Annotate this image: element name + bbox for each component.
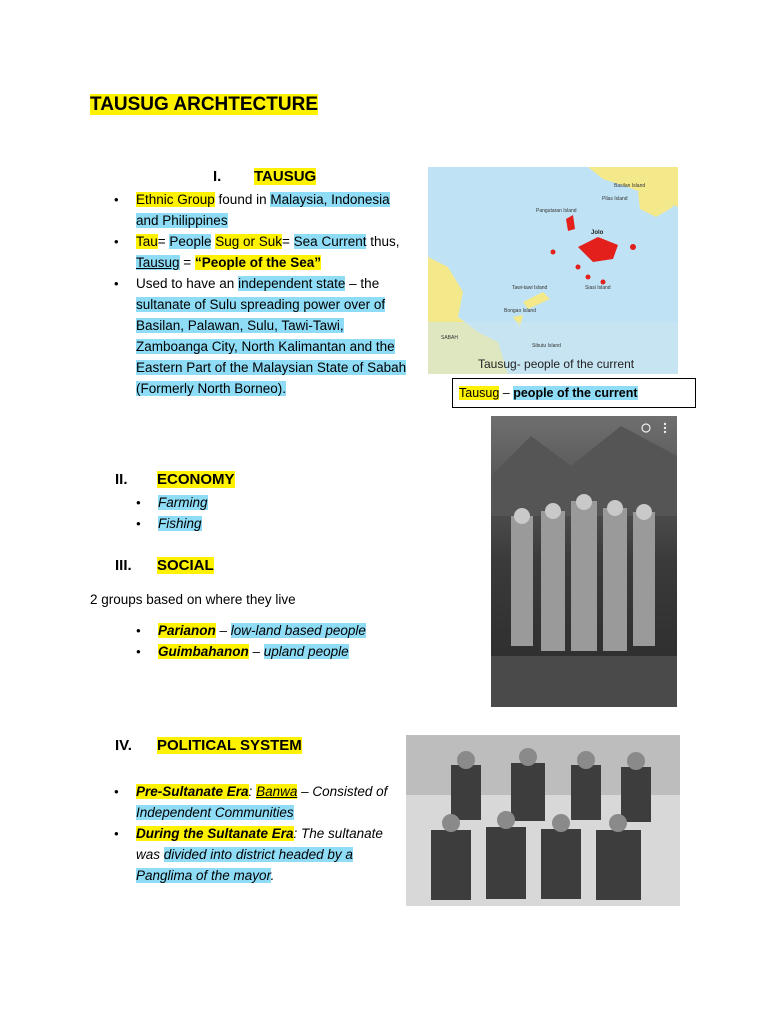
list-item: • Tau= People Sug or Suk= Sea Current thus, Tausug = “People of the Sea” [112,231,412,273]
section-4-numeral: IV. [115,737,132,754]
list-item: • Parianon – low-land based people [134,620,434,641]
map-label: SABAH [441,335,458,341]
list-item: • Guimbahanon – upland people [134,641,434,662]
photo-graphic [406,735,680,906]
list-item: • Ethnic Group found in Malaysia, Indonesia and Philippines [112,189,412,231]
map-label: Pilas Island [602,196,628,202]
tausug-leaders-photo [406,735,680,906]
social-intro: 2 groups based on where they live [90,592,296,607]
section-2-numeral: II. [115,471,128,488]
more-vert-icon [664,423,666,433]
list-item: • Fishing [134,513,334,534]
sulu-map-image [428,167,678,374]
map-label: Jolo [591,230,604,236]
photo-graphic [491,416,677,707]
political-list [112,781,392,886]
section-3-numeral: III. [115,557,132,574]
economy-list [134,492,334,534]
document-title: TAUSUG ARCHTECTURE [90,94,318,115]
map-caption: Tausug- people of the current [478,357,635,371]
list-item: • Used to have an independent state – the sultanate of Sulu spreading power over of Basilan, Palawan, Sulu, Tawi-Tawi, Zamboanga City, North Kalimantan and the Eastern Part of the Malaysian State of Sabah (Formerly North Borneo). [112,273,412,399]
list-item: • Pre-Sultanate Era: Banwa – Consisted of Independent Communities [112,781,392,823]
section-4-heading: POLITICAL SYSTEM [157,737,302,754]
section-1-heading: TAUSUG [254,168,317,185]
map-label: Tawi-tawi Island [512,285,548,291]
caption-box: Tausug – people of the current [452,378,696,408]
map-label: Bongao Island [504,308,536,314]
list-item: • During the Sultanate Era: The sultanate was divided into district headed by a Panglima of the mayor. [112,823,392,886]
section-2-heading: ECONOMY [157,471,235,488]
map-label: Basilan Island [614,183,646,189]
social-list [134,620,434,662]
tausug-group-photo [491,416,677,707]
map-label: Sibutu Island [532,343,561,349]
section-1-numeral: I. [213,168,222,185]
map-label: Siasi Island [585,285,611,291]
map-graphic [428,167,678,374]
section-3-heading: SOCIAL [157,557,214,574]
list-item: • Farming [134,492,334,513]
map-label: Pangutaran Island [536,208,577,214]
section-1-list [112,189,412,399]
